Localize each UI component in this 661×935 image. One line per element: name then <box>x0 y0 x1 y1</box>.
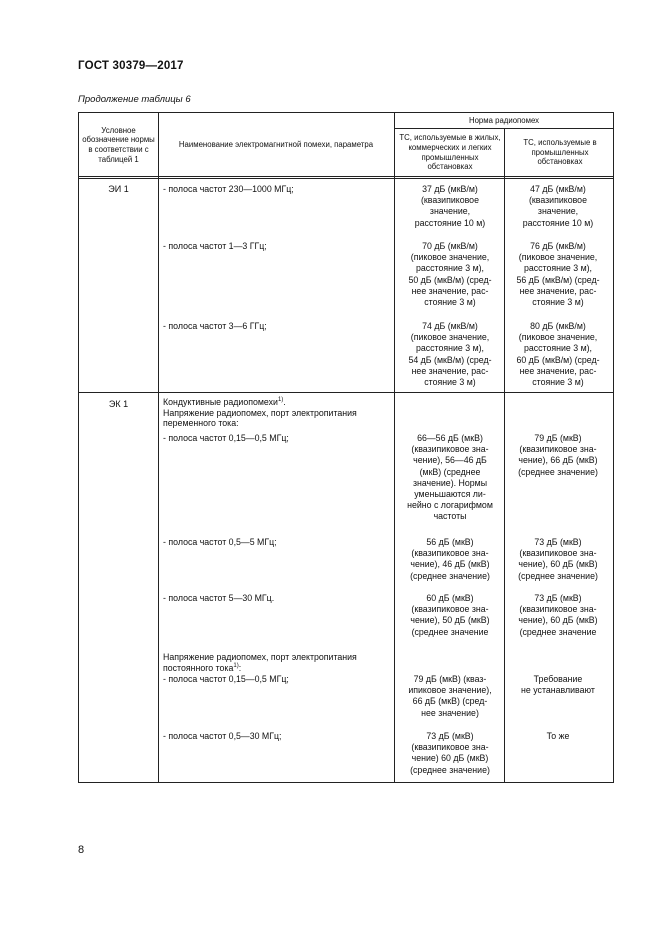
ek1-row-1-name: - полоса частот 0,15—0,5 МГц; <box>163 433 289 443</box>
ei1-row-1-name: - полоса частот 230—1000 МГц; <box>163 184 294 194</box>
ei1-row-3-residential: 74 дБ (мкВ/м) (пиковое значение, расстояние 3 м), 54 дБ (мкВ/м) (сред- нее значение, рас- стояние 3 м) <box>408 321 492 388</box>
ei1-row-2-industrial: 76 дБ (мкВ/м) (пиковое значение, расстояние 3 м), 56 дБ (мкВ/м) (сред- нее значение, рас- стояние 3 м) <box>516 241 600 308</box>
ek1-intro-dc-block <box>163 652 395 673</box>
ei1-row-1-residential: 37 дБ (мкВ/м) (квазипиковое значение, расстояние 10 м) <box>414 184 486 228</box>
ek1-row-3-industrial: 73 дБ (мкВ) (квазипиковое зна- чение), 60 дБ (мкВ) (среднее значение <box>518 593 598 637</box>
ek1-row-5-industrial: То же <box>546 731 570 741</box>
ek1-row-1-residential: 66—56 дБ (мкВ) (квазипиковое зна- чение), 56—46 дБ (мкВ) (среднее значение). Нормы уменьшаются ли- нейно с логарифмом частоты <box>407 433 493 522</box>
header-norm-group: Норма радиопомех <box>468 115 540 125</box>
document-header: ГОСТ 30379—2017 <box>78 60 184 72</box>
ek1-row-4-industrial: Требование не устанавливают <box>521 674 595 696</box>
norm-code-ei1: ЭИ 1 <box>108 184 129 194</box>
norm-code-ek1: ЭК 1 <box>108 399 129 409</box>
footnote-marker: 1) <box>233 662 239 669</box>
ek1-row-1-industrial: 79 дБ (мкВ) (квазипиковое зна- чение), 66 дБ (мкВ) (среднее значение) <box>518 433 598 477</box>
ei1-row-2-residential: 70 дБ (мкВ/м) (пиковое значение, расстояние 3 м), 50 дБ (мкВ/м) (сред- нее значение, рас- стояние 3 м) <box>408 241 492 308</box>
ek1-intro-dc-colon: : <box>238 662 242 673</box>
ek1-row-5-residential: 73 дБ (мкВ) (квазипиковое зна- чение) 60 дБ (мкВ) (среднее значение) <box>410 731 490 775</box>
header-name-column: Наименование электромагнитной помехи, параметра <box>178 140 374 150</box>
ei1-row-1-industrial: 47 дБ (мкВ/м) (квазипиковое значение, расстояние 10 м) <box>522 184 594 228</box>
ei1-row-3-industrial: 80 дБ (мкВ/м) (пиковое значение, расстояние 3 м), 60 дБ (мкВ/м) (сред- нее значение, рас- стояние 3 м) <box>516 321 600 388</box>
ek1-row-2-name: - полоса частот 0,5—5 МГц; <box>163 537 277 547</box>
ek1-row-3-residential: 60 дБ (мкВ) (квазипиковое зна- чение), 50 дБ (мкВ) (среднее значение <box>410 593 490 637</box>
header-code-column: Условное обозначение нормы в соответствии с таблицей 1 <box>82 125 155 164</box>
ei1-row-2-name: - полоса частот 1—3 ГГц; <box>163 241 267 251</box>
header-industrial-column: ТС, используемые в промышленных обстановках <box>523 138 597 167</box>
ek1-intro-dc: Напряжение радиопомех, порт электропитания постоянного тока <box>163 652 357 673</box>
ek1-row-5-name: - полоса частот 0,5—30 МГц; <box>163 731 282 741</box>
page-number: 8 <box>78 844 85 856</box>
ek1-row-2-residential: 56 дБ (мкВ) (квазипиковое зна- чение), 46 дБ (мкВ) (среднее значение) <box>410 537 490 581</box>
ek1-row-3-name: - полоса частот 5—30 МГц. <box>163 593 275 603</box>
ek1-intro: Кондуктивные радиопомехи$^{1)}$. Напряжение радиопомех, порт электропитания переменного тока: <box>163 397 357 429</box>
ei1-row-3-name: - полоса частот 3—6 ГГц; <box>163 321 267 331</box>
footnote-marker: 1) <box>277 397 284 404</box>
ek1-intro-ac: Напряжение радиопомех, порт электропитания переменного тока: <box>163 407 357 429</box>
table-continuation-caption: Продолжение таблицы 6 <box>78 94 191 105</box>
header-residential-column: ТС, используемые в жилых, коммерческих и легких промышленных обстановках <box>399 133 501 172</box>
ek1-intro-title: Кондуктивные радиопомехи <box>163 397 278 407</box>
ek1-row-2-industrial: 73 дБ (мкВ) (квазипиковое зна- чение), 60 дБ (мкВ) (среднее значение) <box>518 537 598 581</box>
ek1-row-4-name: - полоса частот 0,15—0,5 МГц; <box>163 674 289 684</box>
ek1-row-4-residential: 79 дБ (мкВ) (кваз- ипиковое значение), 66 дБ (мкВ) (сред- нее значение) <box>408 674 492 718</box>
